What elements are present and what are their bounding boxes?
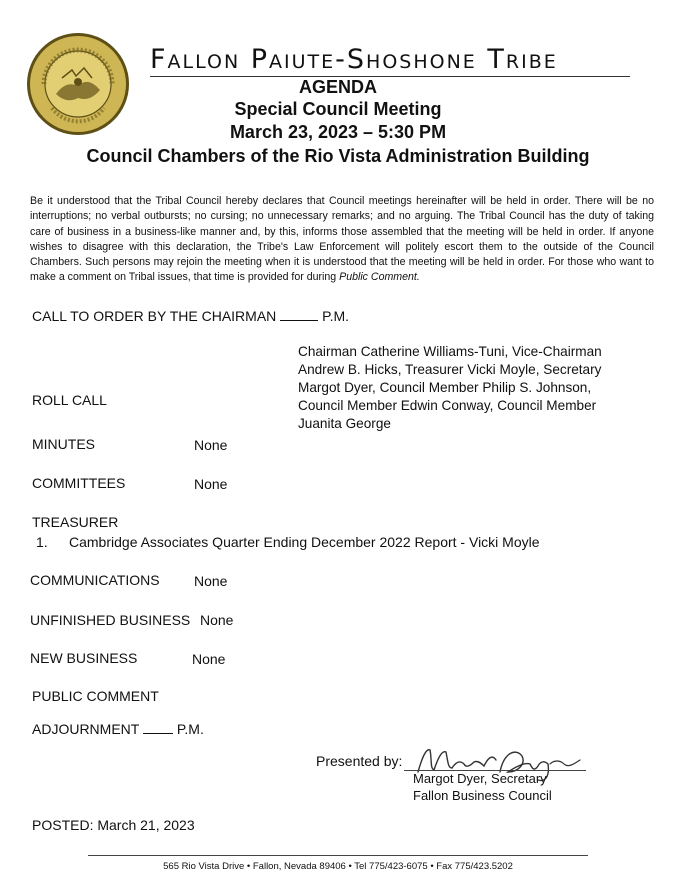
treasurer-item-text: Cambridge Associates Quarter Ending December 2022 Report - Vicki Moyle	[69, 534, 540, 550]
presented-by-label: Presented by:	[316, 753, 403, 769]
adjournment	[32, 721, 204, 737]
roll-call-line: Margot Dyer, Council Member Philip S. Johnson,	[298, 380, 592, 395]
meeting-datetime: March 23, 2023 – 5:30 PM	[229, 122, 447, 142]
committees-value: None	[194, 476, 228, 492]
adjournment-blank	[143, 732, 173, 734]
treasurer-label: TREASURER	[32, 514, 119, 530]
committees-label: COMMITTEES	[32, 475, 126, 491]
call-to-order-suffix: P.M.	[322, 308, 350, 324]
public-comment-label: PUBLIC COMMENT	[32, 688, 159, 704]
communications-label: COMMUNICATIONS	[30, 572, 160, 588]
roll-call-members	[298, 343, 628, 433]
unfinished-business-value: None	[200, 612, 234, 628]
new-business-value: None	[192, 651, 226, 667]
declaration-paragraph	[30, 194, 654, 286]
footer-address: 565 Rio Vista Drive • Fallon, Nevada 89406 • Tel 775/423-6075 • Fax 775/423.5202	[163, 861, 513, 872]
meeting-location: Council Chambers of the Rio Vista Administration Building	[86, 146, 590, 166]
tribe-name: Fallon Paiute-Shoshone Tribe	[150, 44, 558, 75]
roll-call-line: Chairman Catherine Williams-Tuni, Vice-Chairman	[298, 344, 602, 359]
adjournment-label: ADJOURNMENT	[32, 721, 140, 737]
communications-value: None	[194, 573, 228, 589]
call-to-order-label: CALL TO ORDER BY THE CHAIRMAN	[32, 308, 277, 324]
signer-name-title: Margot Dyer, Secretary	[413, 771, 547, 786]
roll-call-line: Council Member Edwin Conway, Council Member	[298, 398, 597, 413]
roll-call-line: Juanita George	[298, 416, 391, 431]
unfinished-business-label: UNFINISHED BUSINESS	[30, 612, 191, 628]
declaration-emphasis: Public Comment.	[339, 271, 420, 284]
minutes-label: MINUTES	[32, 436, 95, 452]
call-to-order-blank	[280, 319, 318, 321]
meeting-type: Special Council Meeting	[234, 99, 442, 119]
adjournment-suffix: P.M.	[176, 721, 204, 737]
minutes-value: None	[194, 437, 228, 453]
treasurer-item-number: 1.	[36, 534, 48, 550]
posted-date: POSTED: March 21, 2023	[32, 817, 195, 833]
footer-rule	[88, 855, 588, 856]
roll-call-label: ROLL CALL	[32, 392, 107, 408]
signer-council: Fallon Business Council	[413, 788, 552, 803]
roll-call-line: Andrew B. Hicks, Treasurer Vicki Moyle, Secretary	[298, 362, 602, 377]
declaration-text: Be it understood that the Tribal Council hereby declares that Council meetings hereinafter will be held in order. There will be no interruptions; no verbal outbursts; no cursing; no unnecessary remarks; and no arguing. The Tribal Council has the duty of taking care of business in a business-like manner and, by this, informs those assembled that the meeting will be held in order. If anyone wishes to disagree with this declaration, the Tribe's Law Enforcement will politely escort them to the outside of the Council Chambers. Such persons may rejoin the meeting when it is understood that the meeting will be held in order. For those who want to make a comment on Tribal issues, that time is provided for during	[30, 195, 654, 284]
new-business-label: NEW BUSINESS	[30, 650, 138, 666]
call-to-order	[32, 308, 349, 324]
agenda-heading: AGENDA	[298, 77, 377, 97]
